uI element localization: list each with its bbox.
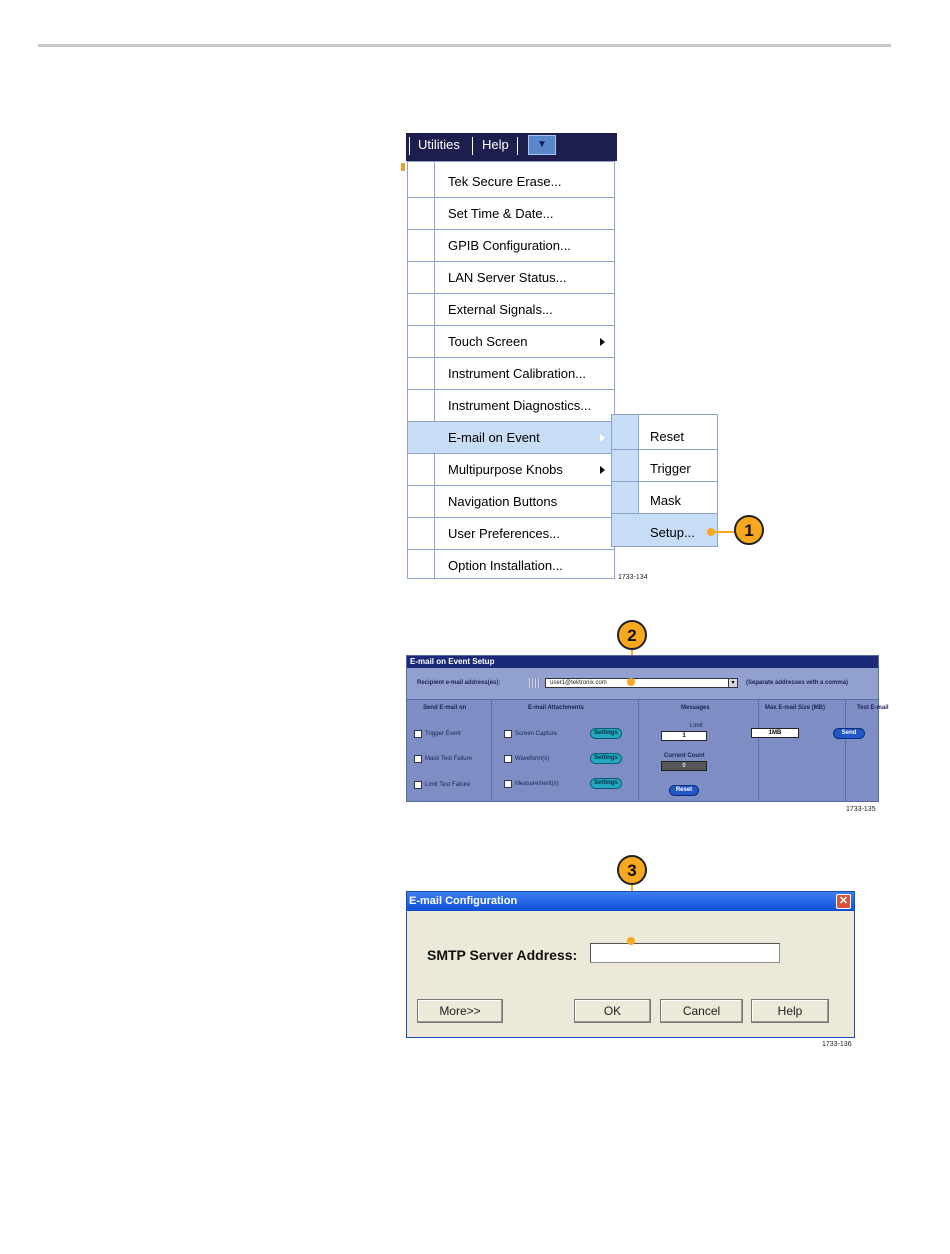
- menu-item-option-installation[interactable]: [408, 550, 614, 582]
- screen-capture-label: Screen Capture: [515, 731, 558, 737]
- menu-item-label: Multipurpose Knobs: [448, 462, 563, 477]
- menu-item-user-preferences[interactable]: [408, 518, 614, 550]
- menu-item-label: Option Installation...: [448, 558, 563, 573]
- submenu-item-label: Trigger: [650, 461, 691, 476]
- callout-leader-line: [711, 531, 735, 533]
- waveforms-settings-button[interactable]: Settings: [590, 753, 622, 764]
- menu-item-label: External Signals...: [448, 302, 553, 317]
- submenu-item-setup[interactable]: [612, 514, 717, 546]
- current-count-value: 0: [661, 761, 707, 771]
- send-test-email-button[interactable]: Send: [833, 728, 865, 739]
- max-size-input[interactable]: 1MB: [751, 728, 799, 738]
- menu-item-lan-server-status[interactable]: [408, 262, 614, 294]
- mask-test-failure-label: Mask Test Failure: [425, 756, 472, 762]
- submenu-arrow-icon: [600, 434, 605, 442]
- menu-item-label: LAN Server Status...: [448, 270, 567, 285]
- limit-test-failure-label: Limit Test Failure: [425, 782, 471, 788]
- measurements-checkbox[interactable]: [504, 780, 512, 788]
- submenu-item-label: Reset: [650, 429, 684, 444]
- utilities-menu: [407, 161, 615, 579]
- attachments-header: E-mail Attachments: [528, 705, 584, 711]
- limit-test-failure-checkbox[interactable]: [414, 781, 422, 789]
- email-configuration-dialog: [406, 891, 855, 1038]
- menu-utilities[interactable]: Utilities: [418, 137, 460, 152]
- figure-id: 1733-135: [846, 806, 876, 813]
- menu-item-label: Set Time & Date...: [448, 206, 554, 221]
- mask-test-failure-checkbox[interactable]: [414, 755, 422, 763]
- submenu-arrow-icon: [600, 466, 605, 474]
- menu-item-label: Tek Secure Erase...: [448, 174, 562, 189]
- measurements-settings-button[interactable]: Settings: [590, 778, 622, 789]
- email-on-event-setup-panel: [406, 655, 889, 802]
- trigger-event-checkbox[interactable]: [414, 730, 422, 738]
- keypad-icon[interactable]: [529, 678, 541, 688]
- menu-item-label: E-mail on Event: [448, 430, 540, 445]
- test-email-header: Test E-mail: [857, 705, 889, 711]
- screen-capture-settings-button[interactable]: Settings: [590, 728, 622, 739]
- menu-item-email-on-event[interactable]: [408, 422, 614, 454]
- help-button[interactable]: Help: [751, 999, 829, 1023]
- menu-separator: [472, 137, 473, 155]
- figure-id: 1733-136: [822, 1041, 852, 1048]
- menu-item-multipurpose-knobs[interactable]: [408, 454, 614, 486]
- callout-3: 3: [617, 855, 647, 885]
- smtp-server-input[interactable]: [590, 943, 780, 963]
- menu-item-label: User Preferences...: [448, 526, 560, 541]
- panel-title: E-mail on Event Setup: [407, 656, 878, 668]
- separate-hint: (Separate addresses with a comma): [746, 680, 849, 686]
- email-on-event-submenu: [611, 414, 718, 547]
- close-icon[interactable]: ✕: [836, 894, 851, 909]
- menu-item-gpib-configuration[interactable]: [408, 230, 614, 262]
- recipient-dropdown-button[interactable]: ▾: [728, 678, 738, 688]
- menu-help[interactable]: Help: [482, 137, 509, 152]
- cancel-button[interactable]: Cancel: [660, 999, 743, 1023]
- column-divider: [845, 700, 846, 802]
- menu-item-label: GPIB Configuration...: [448, 238, 571, 253]
- reset-count-button[interactable]: Reset: [669, 785, 699, 796]
- menu-item-touch-screen[interactable]: [408, 326, 614, 358]
- callout-pointer-dot: [627, 937, 635, 945]
- top-rule: [38, 44, 891, 47]
- more-button[interactable]: More>>: [417, 999, 503, 1023]
- smtp-server-label: SMTP Server Address:: [427, 947, 578, 963]
- callout-1: 1: [734, 515, 764, 545]
- current-count-label: Current Count: [664, 753, 705, 759]
- submenu-item-reset[interactable]: [612, 418, 717, 450]
- callout-pointer-dot: [627, 678, 635, 686]
- figure-id: 1733-134: [618, 574, 648, 581]
- send-on-header: Send E-mail on: [423, 705, 467, 711]
- menu-separator: [517, 137, 518, 155]
- messages-header: Messages: [681, 705, 710, 711]
- recipient-email-input[interactable]: [545, 678, 738, 688]
- menu-item-set-time-date[interactable]: [408, 198, 614, 230]
- menu-item-instrument-calibration[interactable]: [408, 358, 614, 390]
- menu-item-external-signals[interactable]: [408, 294, 614, 326]
- dropdown-arrow-button[interactable]: ▼: [528, 135, 556, 155]
- marker-dot: [401, 163, 405, 171]
- submenu-item-trigger[interactable]: [612, 450, 717, 482]
- submenu-item-label: Setup...: [650, 525, 695, 540]
- measurements-label: Measurement(s): [515, 781, 559, 787]
- callout-2: 2: [617, 620, 647, 650]
- limit-input[interactable]: 1: [661, 731, 707, 741]
- submenu-arrow-icon: [600, 338, 605, 346]
- column-divider: [638, 700, 639, 802]
- dialog-title: E-mail Configuration: [407, 892, 854, 911]
- trigger-event-label: Trigger Event: [425, 731, 461, 737]
- recipient-email-value: user1@tektronix.com: [550, 680, 607, 686]
- menu-separator: [409, 137, 410, 155]
- screen-capture-checkbox[interactable]: [504, 730, 512, 738]
- menu-item-label: Touch Screen: [448, 334, 528, 349]
- menu-item-tek-secure-erase[interactable]: [408, 166, 614, 198]
- limit-label: Limit: [690, 723, 703, 729]
- column-divider: [491, 700, 492, 802]
- menu-bar: [406, 133, 617, 161]
- waveforms-checkbox[interactable]: [504, 755, 512, 763]
- menu-item-label: Instrument Calibration...: [448, 366, 587, 381]
- menu-item-label: Navigation Buttons: [448, 494, 558, 509]
- submenu-item-mask[interactable]: [612, 482, 717, 514]
- max-size-header: Max E-mail Size (MB): [765, 705, 826, 711]
- waveforms-label: Waveform(s): [515, 756, 550, 762]
- column-divider: [758, 700, 759, 802]
- menu-item-navigation-buttons[interactable]: [408, 486, 614, 518]
- submenu-item-label: Mask: [650, 493, 682, 508]
- menu-item-instrument-diagnostics[interactable]: [408, 390, 614, 422]
- recipient-label: Recipient e-mail address(es):: [417, 680, 501, 686]
- menu-item-label: Instrument Diagnostics...: [448, 398, 592, 413]
- ok-button[interactable]: OK: [574, 999, 651, 1023]
